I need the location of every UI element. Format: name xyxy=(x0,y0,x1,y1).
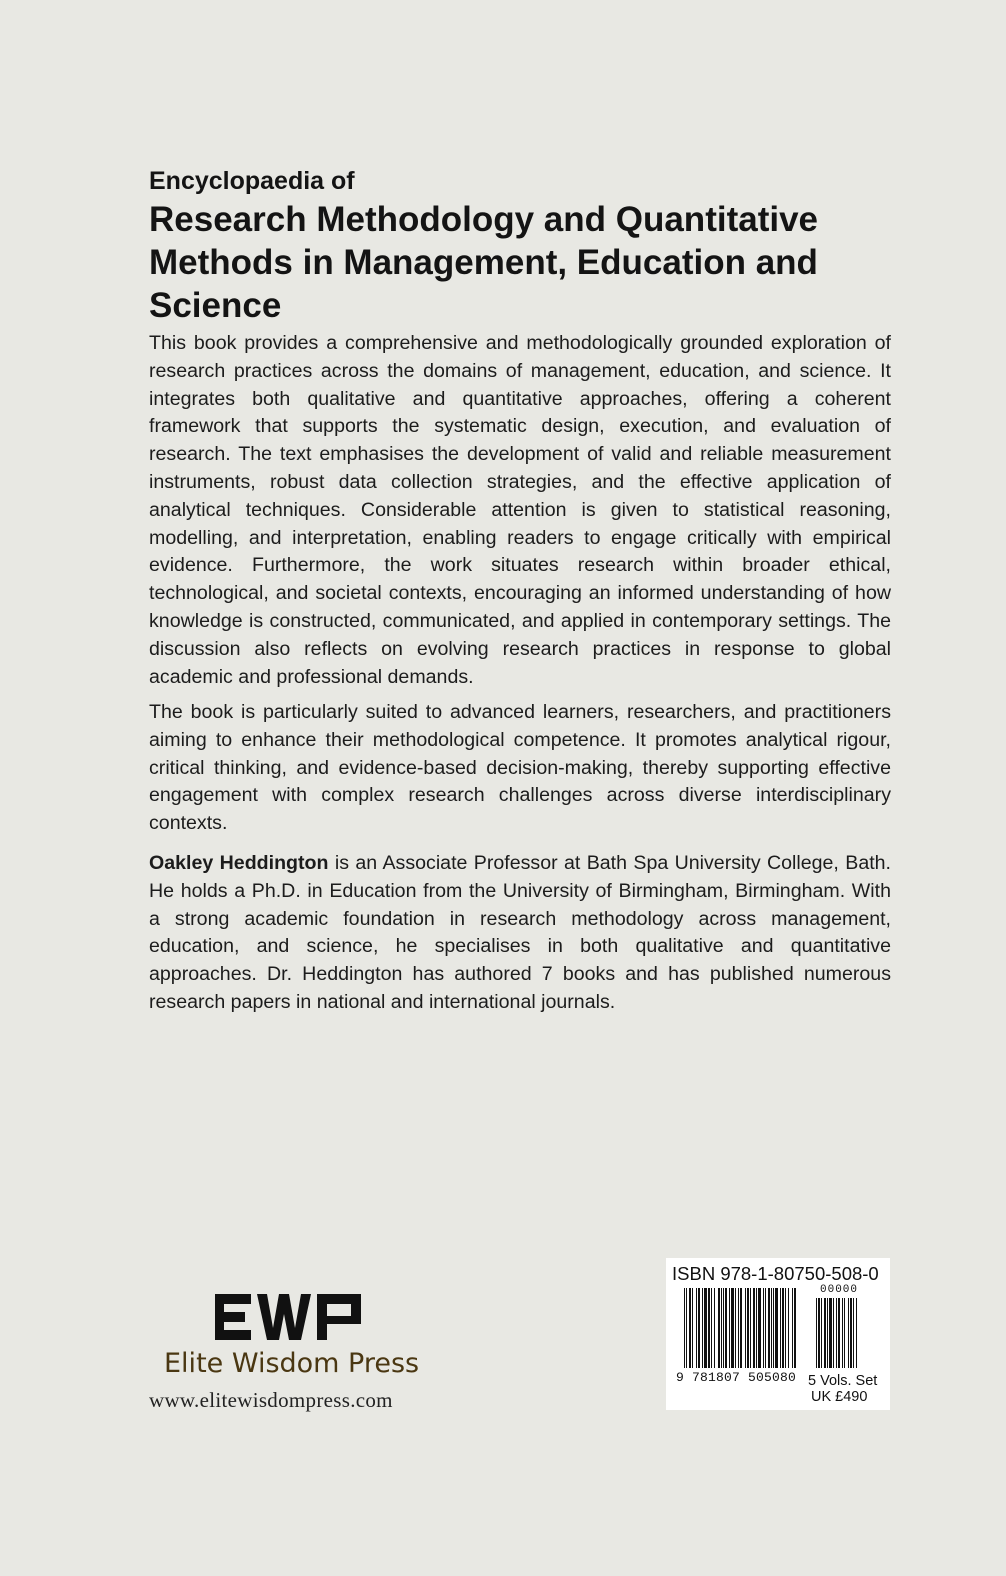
book-title: Research Methodology and Quantitative Methods in Management, Education and Science xyxy=(149,200,818,325)
addon-digits: 00000 xyxy=(820,1284,859,1296)
barcode-bar xyxy=(725,1288,727,1368)
barcode-panel xyxy=(666,1258,890,1410)
barcode-bar xyxy=(745,1288,746,1368)
barcode-bar xyxy=(850,1298,852,1368)
barcode-bar xyxy=(836,1298,837,1368)
barcode-bar xyxy=(853,1298,854,1368)
barcode-bar xyxy=(756,1288,757,1368)
barcode-bar xyxy=(702,1288,703,1368)
barcode-bar xyxy=(827,1298,828,1368)
barcode-bar xyxy=(816,1298,817,1368)
author-name: Oakley Heddington xyxy=(149,852,329,874)
addon-barcode xyxy=(816,1298,874,1370)
barcode-bar xyxy=(782,1288,784,1368)
barcode-bar xyxy=(771,1288,772,1368)
barcode-bar xyxy=(731,1288,734,1368)
barcode-bar xyxy=(753,1288,755,1368)
price-label: UK £490 xyxy=(811,1389,868,1405)
barcode-bar xyxy=(684,1288,685,1368)
barcode-bar xyxy=(785,1288,786,1368)
barcode-bar xyxy=(747,1288,749,1368)
author-bio xyxy=(149,850,891,1017)
barcode-bar xyxy=(704,1288,707,1368)
barcode-bar xyxy=(818,1298,820,1368)
barcode-bar xyxy=(792,1288,793,1368)
ean-digits: 9 781807 505080 xyxy=(676,1370,797,1385)
barcode-bar xyxy=(829,1298,832,1368)
barcode-bar xyxy=(750,1288,751,1368)
title-kicker: Encyclopaedia of xyxy=(149,167,355,195)
barcode-bar xyxy=(768,1288,770,1368)
barcode-bar xyxy=(856,1298,857,1368)
barcode-bar xyxy=(692,1288,693,1368)
publisher-name: Elite Wisdom Press xyxy=(164,1348,420,1379)
barcode-bar xyxy=(698,1288,700,1368)
barcode-bar xyxy=(718,1288,720,1368)
barcode-bar xyxy=(788,1288,789,1368)
barcode-bar xyxy=(821,1298,822,1368)
barcode-bar xyxy=(723,1288,724,1368)
description-paragraph-1: This book provides a comprehensive and methodologically grounded exploration of research practices across the domains of management, education, and science. It integrates both qualitative and quantitative approaches, offering a coherent framework that supports the systematic design, execution, and evaluation of research. The text emphasises the development of valid and reliable measurement instruments, robust data collection strategies, and the effective application of analytical techniques. Considerable attention is given to statistical reasoning, modelling, and interpretation, enabling readers to engage critically with empirical evidence. Furthermore, the work situates research within broader ethical, technological, and societal contexts, encouraging an informed understanding of how knowledge is constructed, communicated, and applied in contemporary settings. The discussion also reflects on evolving research practices in response to global academic and professional demands. xyxy=(149,332,891,688)
barcode-bar xyxy=(738,1288,739,1368)
barcode-bar xyxy=(714,1288,715,1368)
barcode-bar xyxy=(780,1288,781,1368)
barcode-bar xyxy=(686,1288,687,1368)
barcode-bar xyxy=(838,1298,840,1368)
barcode-bar xyxy=(689,1288,691,1368)
barcode-bar xyxy=(696,1288,697,1368)
barcode-bar xyxy=(711,1288,712,1368)
barcode-bar xyxy=(773,1288,774,1368)
barcode-bar xyxy=(721,1288,722,1368)
barcode-bar xyxy=(758,1288,761,1368)
barcode-bar xyxy=(844,1298,845,1368)
barcode-bar xyxy=(763,1288,764,1368)
publisher-logo xyxy=(215,1290,363,1346)
description-paragraph-2: The book is particularly suited to advanced learners, researchers, and practitioners aiming to enhance their methodological competence. It promotes analytical rigour, critical thinking, and evidence-based decision-making, thereby supporting effective engagement with complex research challenges across diverse interdisciplinary contexts. xyxy=(149,701,891,835)
barcode-bar xyxy=(735,1288,736,1368)
author-bio-text: is an Associate Professor at Bath Spa University College, Bath. He holds a Ph.D. in Education from the University of Birmingham, Birmingham. With a strong academic foundation in research methodology across management, education, and science, he specialises in both qualitative and quantitative approaches. Dr. Heddington has authored 7 books and has published numerous research papers in national and international journals. xyxy=(149,852,892,1013)
barcode-bar xyxy=(848,1298,849,1368)
barcode-bar xyxy=(765,1288,766,1368)
barcode-bar xyxy=(708,1288,710,1368)
barcode-bar xyxy=(740,1288,742,1368)
barcode-bar xyxy=(775,1288,778,1368)
barcode-bar xyxy=(794,1288,796,1368)
barcode-bar xyxy=(729,1288,730,1368)
barcode-bar xyxy=(833,1298,834,1368)
isbn-text: ISBN 978-1-80750-508-0 xyxy=(672,1263,879,1284)
publisher-url[interactable]: www.elitewisdompress.com xyxy=(149,1388,393,1412)
barcode-bar xyxy=(824,1298,826,1368)
ean-barcode xyxy=(684,1288,800,1372)
barcode-bar xyxy=(842,1298,843,1368)
set-label: 5 Vols. Set xyxy=(808,1373,878,1389)
